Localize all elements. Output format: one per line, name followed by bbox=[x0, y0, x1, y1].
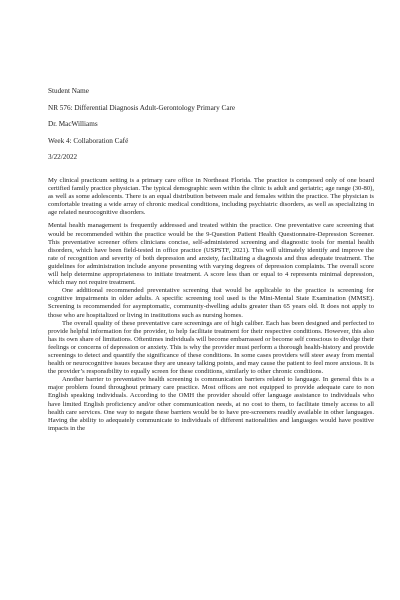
paragraph-mental-health: Mental health management is frequently addressed and treated within the practice. One preventative care screening that would be recommended within the practice would be the 9-Question Patient Health Questionnaire-Depression Screener. This preventative screener offers clinicians concise, self-administered screening and diagnostic tools for mental health disorders, which have been field-tested in office practice (USPSTF, 2021). This will ultimately identify and improve the rate of recognition and severity of both depression and anxiety, facilitating a diagnosis and thus adequate treatment. The guidelines for administration include anyone presenting with varying degrees of depression complaints. The overall score will help determine appropriateness to initiate treatment. A score less than or equal to 4 represents minimal depression, which may not require treatment. bbox=[48, 222, 374, 287]
course-title: NR 576: Differential Diagnosis Adult-Gerontology Primary Care bbox=[48, 103, 236, 112]
paragraph-cognitive-screening: One additional recommended preventative screening that would be applicable to the practice is screening for cognitive impairments in older adults. A specific screening tool used is the Mini-Mental State Examination (MMSE). Screening is recommended for asymptomatic, community-dwelling adults greater than 65 years old. It does not apply to those who are hospitalized or living in institutions such as nursing homes. bbox=[48, 287, 374, 319]
assignment-title: Week 4: Collaboration Café bbox=[48, 136, 129, 145]
paragraph-language-barrier: Another barrier to preventative health screening is communication barriers related to language. In general this is a major problem found throughout primary care practice. Most offices are not equipped to provide adequate care to non English speaking individuals. According to the OMH the provider should offer language assistance to individuals who have limited English proficiency and/or other communication needs, at no cost to them, to facilitate timely access to all health care services. One way to negate these barriers would be to have pre-screeners readily available in other languages. Having the ability to adequately communicate to individuals of different nationalities and languages would have positive impacts in the bbox=[48, 376, 374, 432]
student-name: Student Name bbox=[48, 87, 89, 95]
document-header bbox=[48, 86, 368, 169]
paragraph-screening-quality: The overall quality of these preventative care screenings are of high caliber. Each has been designed and perfected to provide helpful information for the provider, to help facilitate treatment for their respective conditions. However, this also has its own share of limitations. Oftentimes individuals will become embarrassed or become self conscious to divulge their feelings or concerns of depression or anxiety. This is why the provider must perform a thorough health-history and provide screenings to detect and quantify the significance of these conditions. In some cases providers will steer away from mental health or neurocognitive issues because they are uneasy talking points, and may cause the patient to feel more anxious. It is the provider’s responsibility to equally screen for these conditions, similarly to other chronic conditions. bbox=[48, 319, 374, 376]
paragraph-practicum-setting: My clinical practicum setting is a primary care office in Northeast Florida. The practice is composed only of one board certified family practice physician. The typical demographic seen within the clinic is adult and geriatric; age range (30-80), as well as some adolescents. There is an equal distribution between male and females within the practice. The physician is comfortable treating a wide array of chronic medical conditions, including psychiatric disorders, as well as specializing in age related neurocognitive disorders. bbox=[48, 177, 374, 217]
document-date: 3/22/2022 bbox=[48, 153, 78, 161]
instructor-name: Dr. MacWilliams bbox=[48, 120, 98, 128]
document-body bbox=[48, 177, 374, 433]
